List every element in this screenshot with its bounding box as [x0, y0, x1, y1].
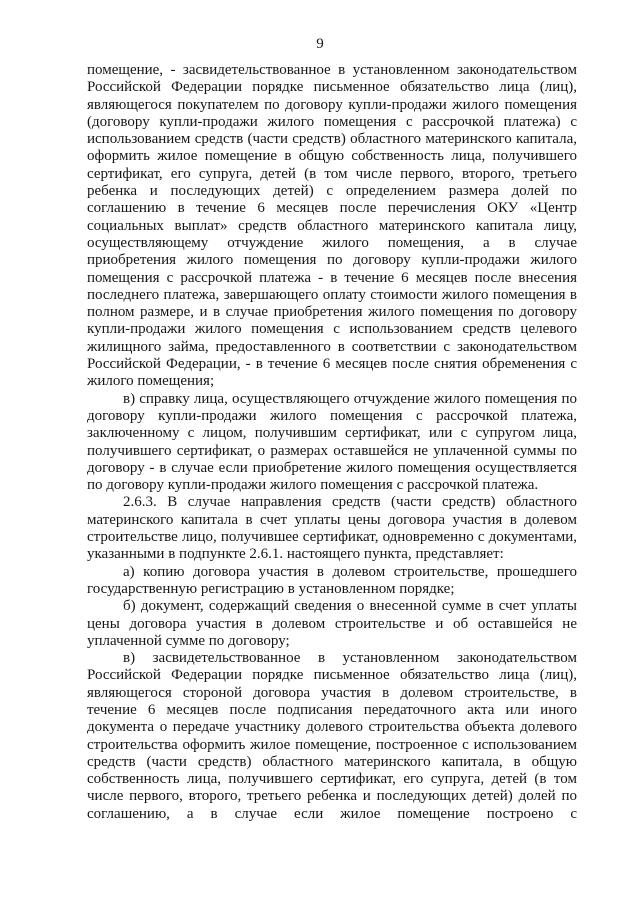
page-number: 9 [316, 36, 324, 52]
paragraph-2-6-3: 2.6.3. В случае направления средств (части средств) областного материнского капитала в счет уплаты цены договора участия в долевом строительстве лицо, получившее сертификат, одновременно с документами, указанными в подпункте 2.6.1. настоящего пункта, представляет: [87, 494, 577, 563]
paragraph-item-v-certificate: в) справку лица, осуществляющего отчуждение жилого помещения по договору купли-продажи жилого помещения с рассрочкой платежа, заключенному с лицом, получившим сертификат, или с супругом лица, получившего сертификат, о размерах оставшейся не уплаченной суммы по договору - в случае если приобретение жилого помещения осуществляется по договору купли-продажи жилого помещения с рассрочкой платежа. [87, 390, 577, 494]
paragraph-item-v-obligation: в) засвидетельствованное в установленном законодательством Российской Федерации порядке письменное обязательство лица (лиц), являющегося стороной договора участия в долевом строительстве, в течение 6 месяцев после подписания передаточного акта или иного документа о передаче участнику долевого строительства объекта долевого строительства оформить жилое помещение, построенное с использованием средств (части средств) областного материнского капитала, в общую собственность лица, получившего сертификат, его супруга, детей (в том числе первого, второго, третьего ребенка и последующих детей) долей по соглашению, а в случае если жилое помещение построено с [87, 650, 577, 822]
paragraph-item-a: а) копию договора участия в долевом строительстве, прошедшего государственную регистрацию в установленном порядке; [87, 563, 577, 597]
document-body [87, 62, 577, 823]
paragraph-item-b: б) документ, содержащий сведения о внесенной сумме в счет уплаты цены договора участия в долевом строительстве и об оставшейся не уплаченной сумме по договору; [87, 598, 577, 649]
paragraph-continuation: помещение, - засвидетельствованное в установленном законодательством Российской Федерации порядке письменное обязательство лица (лиц), являющегося покупателем по договору купли-продажи жилого помещения (договору купли-продажи жилого помещения с рассрочкой платежа) с использованием средств (части средств) областного материнского капитала, оформить жилое помещение в общую собственность лица, получившего сертификат, его супруга, детей (в том числе первого, второго, третьего ребенка и последующих детей) с определением размера долей по соглашению в течение 6 месяцев после перечисления ОКУ «Центр социальных выплат» средств областного материнского капитала лицу, осуществляющему отчуждение жилого помещения, а в случае приобретения жилого помещения по договору купли-продажи жилого помещения с рассрочкой платежа - в течение 6 месяцев после внесения последнего платежа, завершающего оплату стоимости жилого помещения в полном размере, и в случае приобретения жилого помещения по договору купли-продажи жилого помещения с использованием средств целевого жилищного займа, предоставленного в соответствии с законодательством Российской Федерации, - в течение 6 месяцев после снятия обременения с жилого помещения; [87, 62, 577, 390]
